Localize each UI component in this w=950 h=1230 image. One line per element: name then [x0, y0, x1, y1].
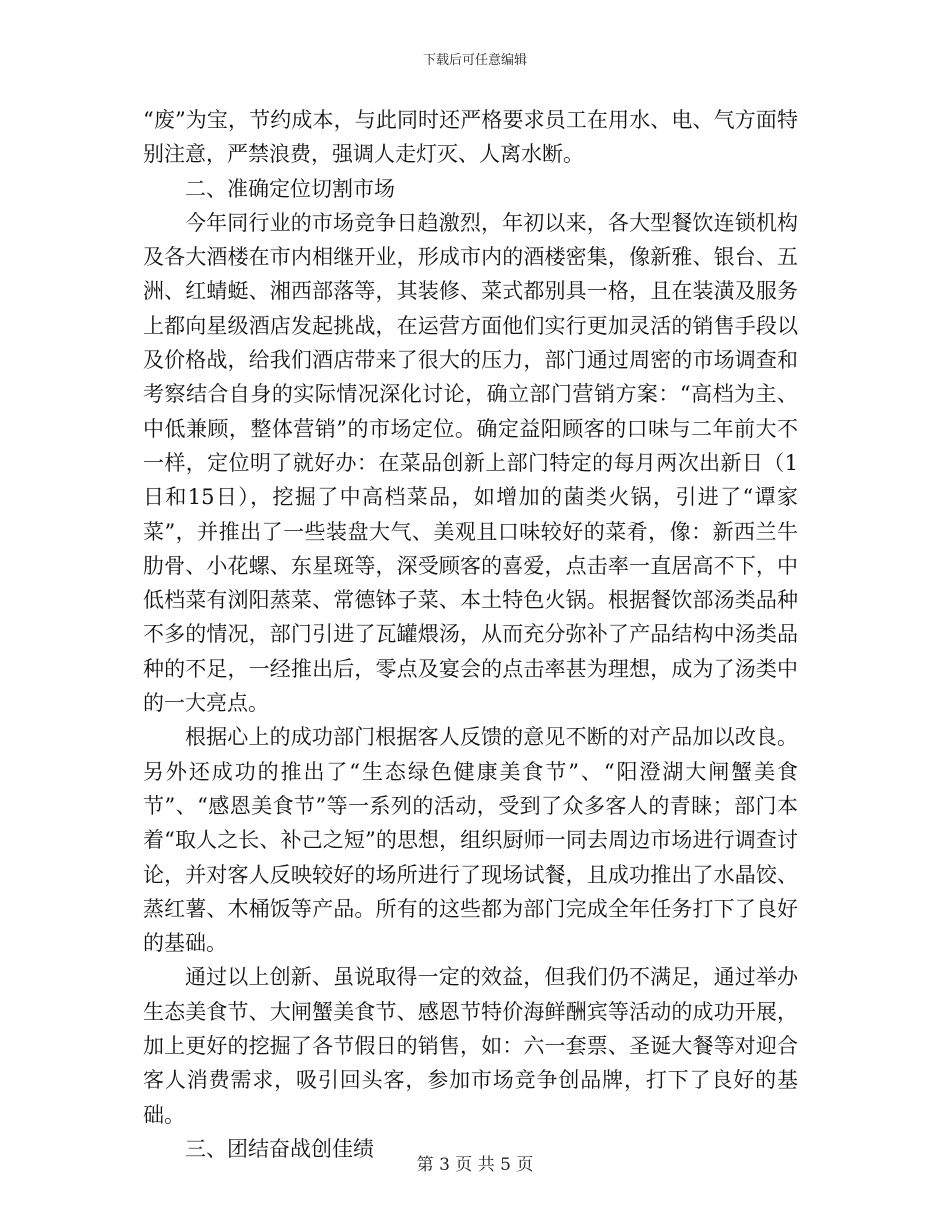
body-paragraph: 今年同行业的市场竞争日趋激烈，年初以来，各大型餐饮连锁机构及各大酒楼在市内相继开业，形成市内的酒楼密集，像新雅、银台、五洲、红蜻蜓、湘西部落等，其装修、菜式都别具一格，且在装潢及服务上都向星级酒店发起挑战，在运营方面他们实行更加灵活的销售手段以及价格战，给我们酒店带来了很大的压力，部门通过周密的市场调查和考察结合自身的实际情况深化讨论，确立部门营销方案：“高档为主、中低兼顾，整体营销”的市场定位。确定益阳顾客的口味与二年前大不一样，定位明了就好办：在菜品创新上部门特定的每月两次出新日（1日和15日），挖掘了中高档菜品，如增加的菌类火锅，引进了“谭家菜”，并推出了一些装盘大气、美观且口味较好的菜肴，像：新西兰牛肋骨、小花螺、东星斑等，深受顾客的喜爱，点击率一直居高不下，中低档菜有浏阳蒸菜、常德钵子菜、本土特色火锅。根据餐饮部汤类品种不多的情况，部门引进了瓦罐煨汤，从而充分弥补了产品结构中汤类品种的不足，一经推出后，零点及宴会的点击率甚为理想，成为了汤类中的一大亮点。 [143, 210, 798, 716]
section-heading: 二、准确定位切割市场 [185, 176, 395, 201]
page-number: 第 3 页 共 5 页 [416, 1155, 534, 1175]
body-paragraph: “废”为宝，节约成本，与此同时还严格要求员工在用水、电、气方面特别注意，严禁浪费，强调人走灯灭、人离水断。 [143, 108, 798, 167]
section-heading: 三、团结奋战创佳绩 [185, 1136, 374, 1161]
page-header: 下载后可任意编辑 [422, 53, 527, 68]
document-body [143, 103, 798, 1166]
body-paragraph: 根据心上的成功部门根据客人反馈的意见不断的对产品加以改良。另外还成功的推出了“生态绿色健康美食节”、“阳澄湖大闸蟹美食节”、“感恩美食节”等一系列的活动，受到了众多客人的青睐；部门本着“取人之长、补己之短”的思想，组织厨师一同去周边市场进行调查讨论，并对客人反映较好的场所进行了现场试餐，且成功推出了水晶饺、蒸红薯、木桶饭等产品。所有的这些都为部门完成全年任务打下了良好的基础。 [143, 725, 798, 956]
body-paragraph: 通过以上创新、虽说取得一定的效益，但我们仍不满足，通过举办生态美食节、大闸蟹美食节、感恩节特价海鲜酬宾等活动的成功开展，加上更好的挖掘了各节假日的销售，如：六一套票、圣诞大餐等对迎合客人消费需求，吸引回头客，参加市场竞争创品牌，打下了良好的基础。 [143, 965, 798, 1127]
